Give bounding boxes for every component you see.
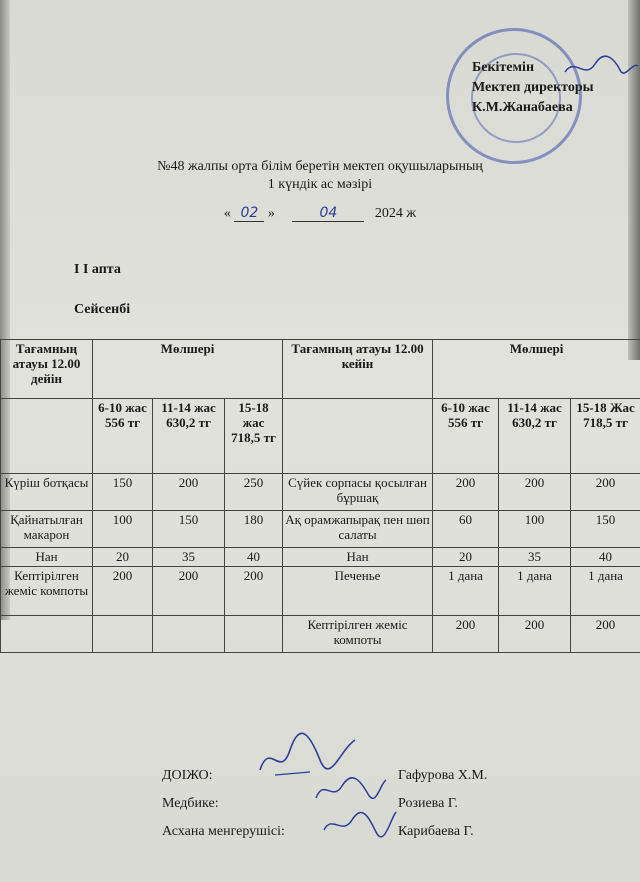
age-empty-left (1, 399, 93, 474)
table-row (1, 616, 640, 653)
date-day: 02 (234, 205, 264, 222)
amount: 1 дана (499, 567, 571, 616)
signature-2 (310, 772, 390, 808)
age-group: 11-14 жас 630,2 тг (153, 399, 225, 474)
amount: 1 дана (571, 567, 640, 616)
amount: 20 (93, 548, 153, 567)
signature-3 (318, 806, 398, 844)
header-amount-right: Мөлшері (433, 340, 640, 399)
signer-name: Карибаева Г. (398, 824, 474, 839)
amount: 200 (433, 474, 499, 511)
amount: 100 (499, 511, 571, 548)
amount: 200 (153, 567, 225, 616)
amount: 200 (571, 616, 640, 653)
age-group: 15-18 жас 718,5 тг (225, 399, 283, 474)
amount: 200 (571, 474, 640, 511)
menu-title (0, 158, 640, 194)
header-amount-left: Мөлшері (93, 340, 283, 399)
age-group: 15-18 Жас 718,5 тг (571, 399, 640, 474)
food-after: Сүйек сорпасы қосылған бұршақ (283, 474, 433, 511)
amount: 40 (571, 548, 640, 567)
signer-role: ДОІЖО: (162, 768, 213, 783)
food-after: Нан (283, 548, 433, 567)
food-before (1, 616, 93, 653)
date-year: 2024 ж (374, 206, 417, 221)
menu-table (0, 339, 640, 653)
date-close-quote: » (267, 206, 275, 221)
food-after: Ақ орамжапырақ пен шөп салаты (283, 511, 433, 548)
amount: 150 (571, 511, 640, 548)
food-before: Нан (1, 548, 93, 567)
amount: 40 (225, 548, 283, 567)
signer-role: Асхана менгерушісі: (162, 824, 285, 839)
signer-role: Медбике: (162, 796, 219, 811)
amount (93, 616, 153, 653)
amount: 1 дана (433, 567, 499, 616)
food-after: Печенье (283, 567, 433, 616)
amount: 250 (225, 474, 283, 511)
food-before: Қайнатылған макарон (1, 511, 93, 548)
approval-line3: К.М.Жанабаева (472, 100, 573, 115)
amount: 35 (499, 548, 571, 567)
age-group: 11-14 жас 630,2 тг (499, 399, 571, 474)
amount: 200 (93, 567, 153, 616)
signer-name: Розиева Г. (398, 796, 458, 811)
approval-line2: Мектеп директоры (472, 80, 594, 95)
age-group: 6-10 жас 556 тг (433, 399, 499, 474)
amount: 20 (433, 548, 499, 567)
amount: 200 (499, 616, 571, 653)
amount: 150 (153, 511, 225, 548)
date-line (0, 205, 640, 222)
amount: 200 (225, 567, 283, 616)
amount: 200 (433, 616, 499, 653)
approval-line1: Бекітемін (472, 60, 535, 75)
director-signature (560, 52, 640, 82)
amount: 100 (93, 511, 153, 548)
title-line2: 1 күндік ас мәзірі (267, 177, 373, 192)
table-row (1, 548, 640, 567)
amount: 35 (153, 548, 225, 567)
amount (225, 616, 283, 653)
date-month: 04 (292, 205, 364, 222)
amount: 60 (433, 511, 499, 548)
amount: 150 (93, 474, 153, 511)
food-after: Кептірілген жеміс компоты (283, 616, 433, 653)
table-row (1, 567, 640, 616)
table-row (1, 511, 640, 548)
age-empty-right (283, 399, 433, 474)
amount: 200 (499, 474, 571, 511)
header-food-after: Тағамның атауы 12.00 кейін (283, 340, 433, 399)
amount: 180 (225, 511, 283, 548)
food-before: Күріш ботқасы (1, 474, 93, 511)
date-open-quote: « (223, 206, 231, 221)
header-food-before: Тағамның атауы 12.00 дейін (1, 340, 93, 399)
amount: 200 (153, 474, 225, 511)
age-group: 6-10 жас 556 тг (93, 399, 153, 474)
food-before: Кептірілген жеміс компоты (1, 567, 93, 616)
amount (153, 616, 225, 653)
title-line1: №48 жалпы орта білім беретін мектеп оқушыларының (157, 159, 483, 174)
day-label: Сейсенбі (74, 302, 131, 317)
signer-name: Гафурова Х.М. (398, 768, 488, 783)
table-row (1, 474, 640, 511)
week-label: I I апта (74, 262, 121, 277)
